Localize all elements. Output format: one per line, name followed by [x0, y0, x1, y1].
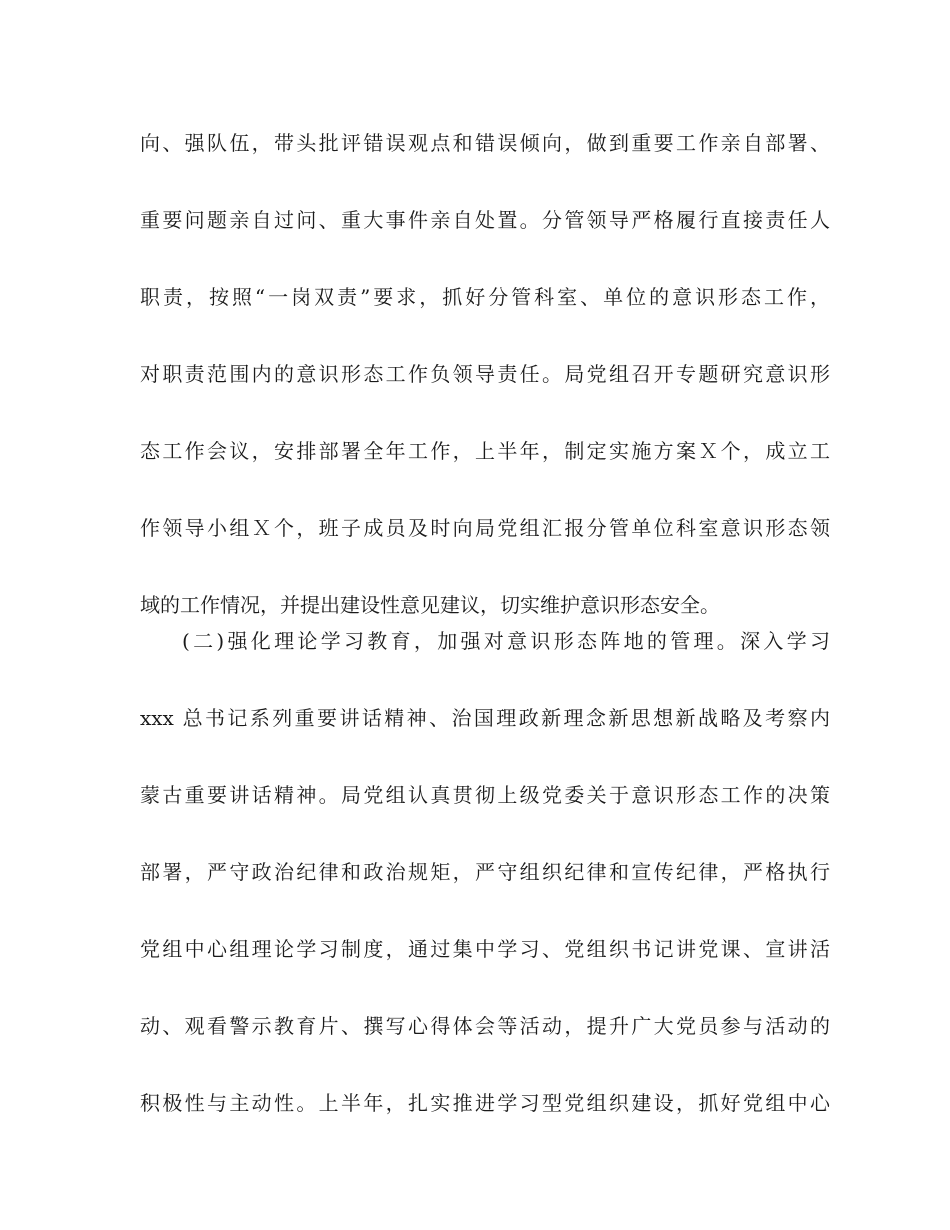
text-line-12: 党组中心组理论学习制度，通过集中学习、党组织书记讲党课、宣讲活 [140, 937, 830, 961]
text-line-10: 蒙古重要讲话精神。局党组认真贯彻上级党委关于意识形态工作的决策 [140, 783, 830, 807]
text-line-11: 部署，严守政治纪律和政治规矩，严守组织纪律和宣传纪律，严格执行 [140, 860, 830, 884]
text-line-4: 对职责范围内的意识形态工作负领导责任。局党组召开专题研究意识形 [140, 362, 830, 386]
text-line-6: 作领导小组Ｘ个，班子成员及时向局党组汇报分管单位科室意识形态领 [140, 516, 830, 540]
text-line-3: 职责，按照“一岗双责”要求，抓好分管科室、单位的意识形态工作， [140, 285, 830, 309]
text-line-2: 重要问题亲自过问、重大事件亲自处置。分管领导严格履行直接责任人 [140, 208, 830, 232]
section-heading-line: (二)强化理论学习教育，加强对意识形态阵地的管理。深入学习 [182, 629, 830, 653]
text-line-7-paragraph-end: 域的工作情况，并提出建设性意见建议，切实维护意识形态安全。 [140, 593, 720, 617]
text-line-14: 积极性与主动性。上半年，扎实推进学习型党组织建设，抓好党组中心 [140, 1091, 830, 1115]
text-line-1: 向、强队伍，带头批评错误观点和错误倾向，做到重要工作亲自部署、 [140, 131, 830, 155]
text-line-13: 动、观看警示教育片、撰写心得体会等活动，提升广大党员参与活动的 [140, 1014, 830, 1038]
text-line-5: 态工作会议，安排部署全年工作，上半年，制定实施方案Ｘ个，成立工 [140, 439, 830, 463]
text-line-9: xxx 总书记系列重要讲话精神、治国理政新理念新思想新战略及考察内 [140, 706, 830, 730]
